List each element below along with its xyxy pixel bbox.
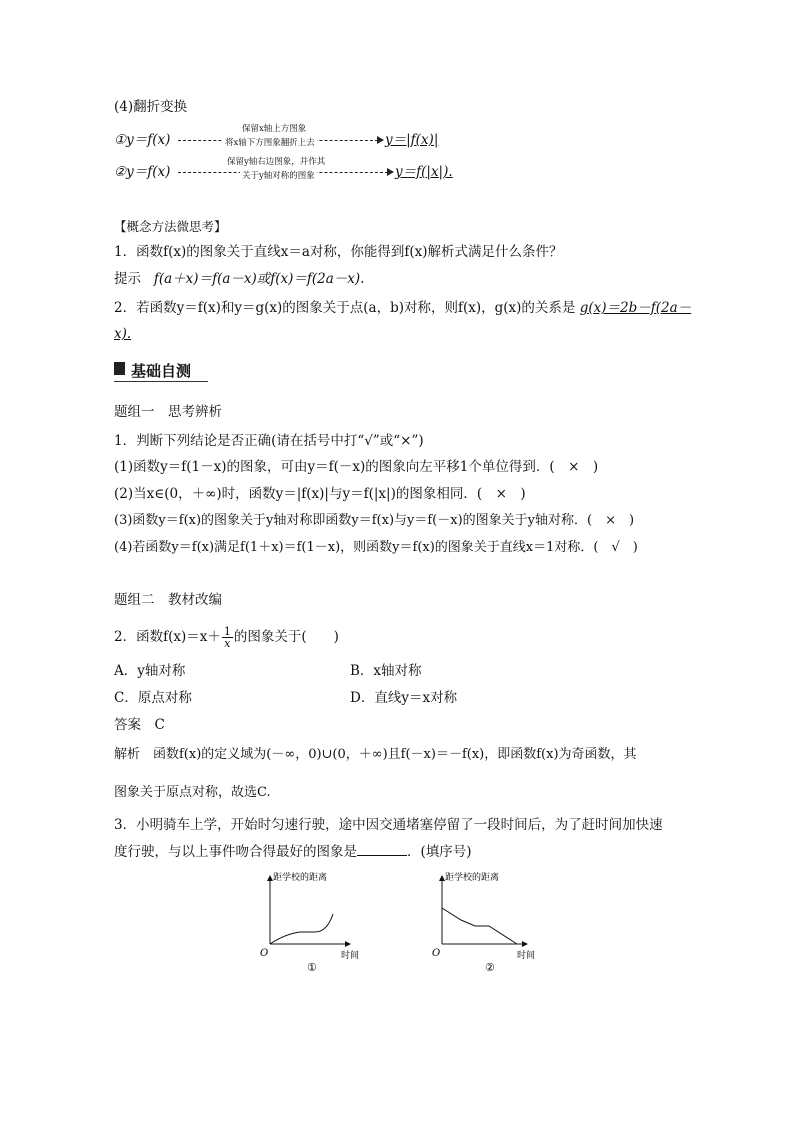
think-question-1: 1．函数f(x)的图象关于直线x＝a对称，你能得到f(x)解析式满足什么条件？ bbox=[114, 244, 563, 260]
subsection-title: (4)翻折变换 bbox=[114, 99, 188, 115]
transform-2-top-note: 保留y轴右边图象，并作其 bbox=[227, 157, 326, 167]
transform-1-arrow-icon bbox=[377, 136, 384, 144]
hint-text: f(a＋x)＝f(a－x)或f(x)＝f(2a－x). bbox=[153, 271, 365, 287]
think-answer-1 bbox=[114, 270, 364, 288]
question-3-line-2 bbox=[114, 843, 472, 861]
graph-1-ylabel: 距学校的距离 bbox=[273, 873, 328, 883]
graph-2-xlabel: 时间 bbox=[517, 951, 536, 961]
section-marker-icon bbox=[114, 362, 125, 375]
answer: 答案 C bbox=[114, 717, 165, 733]
transform-1-start: ①y＝f(x) bbox=[114, 132, 171, 148]
analysis-line-2: 图象关于原点对称，故选C. bbox=[114, 785, 271, 800]
fraction bbox=[222, 626, 233, 649]
transform-2-start: ②y＝f(x) bbox=[114, 164, 171, 180]
think-answer-2b: x). bbox=[114, 326, 132, 342]
graph-1 bbox=[255, 868, 365, 978]
graph-2-origin: O bbox=[432, 948, 441, 959]
analysis-line-1: 解析 函数f(x)的定义域为(－∞，0)∪(0，＋∞)且f(－x)＝－f(x)，即函数f(x)为奇函数，其 bbox=[114, 747, 637, 762]
option-c: C．原点对称 bbox=[114, 690, 192, 706]
group2-title: 题组二 教材改编 bbox=[114, 592, 222, 608]
judge-item-3: (3)函数y＝f(x)的图象关于y轴对称即函数y＝f(x)与y＝f(－x)的图象关于y轴对称．( × ) bbox=[114, 513, 635, 528]
think-header: 【概念方法微思考】 bbox=[114, 219, 227, 234]
question-3-suffix: ．(填序号) bbox=[407, 844, 472, 860]
section-underline bbox=[114, 381, 208, 382]
judge-item-1: (1)函数y＝f(1－x)的图象，可由y＝f(－x)的图象向左平移1个单位得到．( × ) bbox=[114, 459, 599, 475]
fraction-denominator: x bbox=[224, 637, 231, 650]
graph-2-label: ② bbox=[485, 961, 495, 974]
question-3-text: 度行驶，与以上事件吻合得最好的图象是 bbox=[114, 844, 357, 860]
group1-title: 题组一 思考辨析 bbox=[114, 404, 222, 420]
question-2-post: 的图象关于( ) bbox=[233, 629, 339, 645]
group1-question: 1．判断下列结论是否正确(请在括号中打“√”或“×”) bbox=[114, 433, 424, 449]
graph-2-ylabel: 距学校的距离 bbox=[445, 873, 500, 883]
transform-1-end: y＝|f(x)| bbox=[385, 132, 439, 148]
section-title: 基础自测 bbox=[131, 362, 192, 380]
hint-label: 提示 bbox=[114, 271, 141, 287]
answer-blank[interactable] bbox=[357, 843, 407, 856]
transform-2-arrow-icon bbox=[387, 168, 394, 176]
question-3-line-1: 3．小明骑车上学，开始时匀速行驶，途中因交通堵塞停留了一段时间后，为了赶时间加快速 bbox=[114, 817, 663, 833]
graph-1-curve bbox=[270, 914, 333, 944]
graph-2 bbox=[427, 868, 542, 978]
transform-1-bottom-note: 将x轴下方图象翻折上去 bbox=[225, 138, 315, 148]
judge-item-4: (4)若函数y＝f(x)满足f(1＋x)＝f(1－x)，则函数y＝f(x)的图象关于直线x＝1对称．( √ ) bbox=[114, 540, 638, 555]
fraction-numerator: 1 bbox=[223, 625, 231, 638]
graph-1-origin: O bbox=[260, 948, 269, 959]
graph-1-label: ① bbox=[307, 961, 317, 974]
graph-2-curve bbox=[442, 908, 517, 944]
option-d: D．直线y＝x对称 bbox=[350, 690, 458, 706]
question-2-pre: 2．函数f(x)＝x＋ bbox=[114, 629, 221, 645]
option-a: A．y轴对称 bbox=[114, 663, 186, 679]
judge-item-2: (2)当x∈(0，＋∞)时，函数y＝|f(x)|与y＝f(|x|)的图象相同．( × ) bbox=[114, 486, 526, 502]
transform-2-end: y＝f(|x|). bbox=[395, 164, 453, 180]
transform-2-bottom-note: 关于y轴对称的图象 bbox=[242, 171, 315, 181]
question-2 bbox=[114, 626, 339, 649]
think-answer-2a: g(x)＝2b－f(2a－ bbox=[579, 300, 692, 316]
transform-1-top-note: 保留x轴上方图象 bbox=[242, 124, 307, 134]
graph-1-xlabel: 时间 bbox=[341, 951, 360, 961]
think-question-2 bbox=[114, 299, 691, 317]
option-b: B．x轴对称 bbox=[350, 663, 422, 679]
think-question-2-text: 2．若函数y＝f(x)和y＝g(x)的图象关于点(a，b)对称，则f(x)，g(x)的关系是 bbox=[114, 300, 576, 316]
